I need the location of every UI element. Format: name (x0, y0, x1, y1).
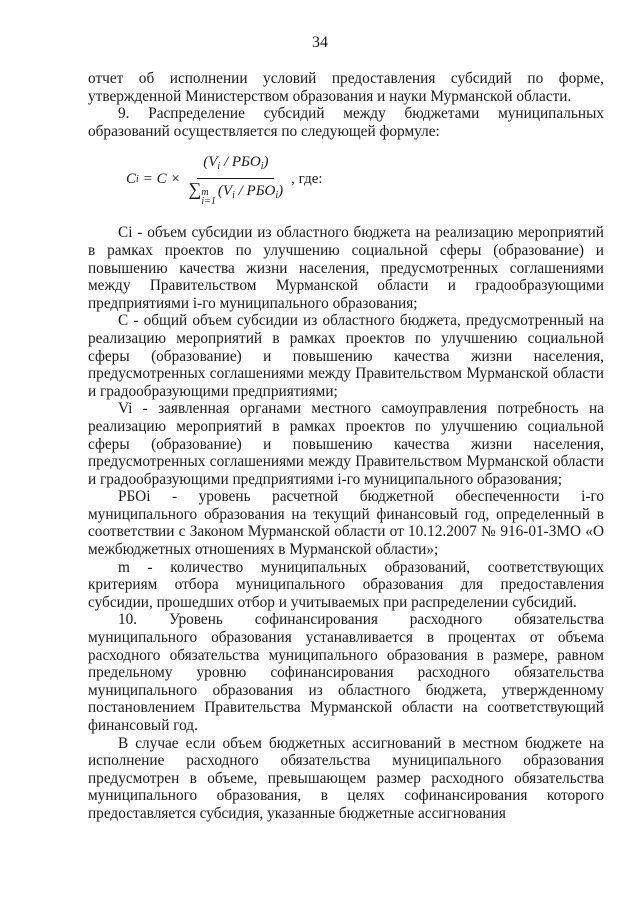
denominator-sub: i (232, 189, 235, 201)
formula-lhs: C (126, 171, 137, 188)
formula-equals: = C × (142, 171, 181, 188)
definition-m: m - количество муниципальных образований, соответствующих критериям отбора муниципального образования для предоставления субсидии, прошедших отбор и учитываемых при распределении субсидий. (88, 558, 604, 611)
numerator-sub: i (217, 161, 221, 173)
definition-c: С - общий объем субсидии из областного бюджета, предусмотренный на реализацию мероприятий в рамках проектов по улучшению социальной сферы (образование) и повышению качества жизни населения, предусмотренных соглашениями между Правительством Мурманской области и градообразующими предприятиями; (88, 312, 604, 400)
formula-fraction (189, 154, 284, 206)
paragraph-budget-allocations: В случае если объем бюджетных ассигнований в местном бюджете на исполнение расходного обязательства муниципального образования предусмотрен в объеме, превышающем размер расходного обязательства муниципального образования, в целях софинансирования которого предоставляется субсидия, указанные бюджетные ассигнования (88, 734, 604, 822)
paragraph-item-10: 10. Уровень софинансирования расходного обязательства муниципального образования устанавливается в процентах от объема расходного обязательства муниципального образования в размере, равном предельному уровню софинансирования расходного обязательства муниципального образования из областного бюджета, утвержденному постановлением Правительства Мурманской области на соответствующий финансовый год. (88, 611, 604, 734)
denominator-open: (V (217, 182, 233, 199)
paragraph-item-9: 9. Распределение субсидий между бюджетами муниципальных образований осуществляется по следующей формуле: (88, 105, 604, 140)
paragraph-report-form: отчет об исполнении условий предоставления субсидий по форме, утвержденной Министерством образования и науки Мурманской области. (88, 70, 604, 105)
numerator-rest: / РБО (220, 154, 261, 171)
definition-vi: Vi - заявленная органами местного самоуправления потребность на реализацию мероприятий в рамках проектов по улучшению социальной сферы (образование) и повышению качества жизни населения, предусмотренных соглашениями между Правительством Мурманской области и градообразующими предприятиями i-го муниципального образования; (88, 400, 604, 488)
denominator-sub2: i (275, 189, 279, 201)
distribution-formula (88, 140, 604, 224)
sum-lower: i=1 (201, 195, 216, 207)
document-body (88, 70, 604, 823)
numerator-open: (V (203, 154, 218, 171)
definition-rboi: РБОi - уровень расчетной бюджетной обеспеченности i-го муниципального образования на текущий финансовый год, определенный в соответствии с Законом Мурманской области от 10.12.2007 № 916-01-ЗМО «О межбюджетных отношениях в Мурманской области»; (88, 488, 604, 559)
formula-denominator (189, 179, 284, 206)
definition-ci: Ci - объем субсидии из областного бюджета на реализацию мероприятий в рамках проектов по улучшению социальной сферы (образование) и повышению качества жизни населения, предусмотренных соглашениями между Правительством Мурманской области и градообразующими предприятиями i-го муниципального образования; (88, 224, 604, 312)
denominator-close: ) (278, 182, 284, 199)
formula-numerator (197, 154, 274, 179)
denominator-rest: / РБО (234, 182, 276, 199)
sum-upper: m (201, 186, 209, 198)
formula-lhs-sub: i (136, 174, 139, 186)
formula-suffix: , где: (291, 171, 323, 188)
sum-symbol: ∑ (188, 178, 202, 199)
formula-expression (126, 154, 323, 206)
numerator-close: ) (263, 154, 269, 171)
page-number: 34 (312, 34, 328, 51)
numerator-sub2: i (260, 161, 264, 173)
